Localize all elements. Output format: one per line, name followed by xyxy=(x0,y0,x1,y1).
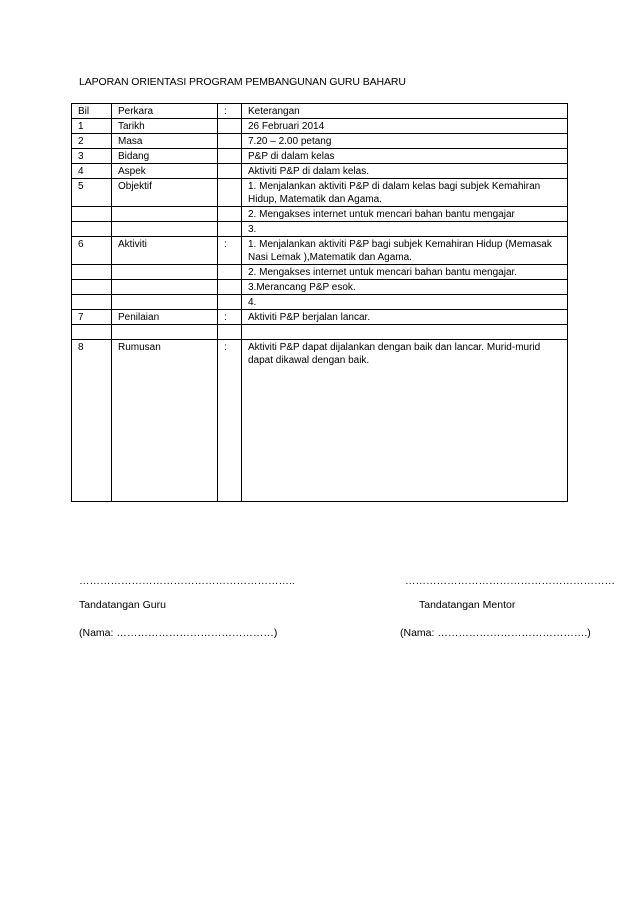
mentor-name-field: (Nama: …………………………………….) xyxy=(400,627,591,639)
cell-colon xyxy=(218,179,242,207)
table-row xyxy=(72,164,568,179)
cell-colon xyxy=(218,295,242,310)
table-row xyxy=(72,119,568,134)
cell-bil: 3 xyxy=(72,149,112,164)
cell-keterangan: 3. xyxy=(242,222,568,237)
cell-keterangan: P&P di dalam kelas xyxy=(242,149,568,164)
cell-keterangan: 2. Mengakses internet untuk mencari bahan bantu mengajar. xyxy=(242,265,568,280)
header-colon: : xyxy=(218,104,242,119)
document-title: LAPORAN ORIENTASI PROGRAM PEMBANGUNAN GURU BAHARU xyxy=(79,76,406,88)
cell-bil: 7 xyxy=(72,310,112,325)
cell-perkara xyxy=(112,280,218,295)
cell-colon: : xyxy=(218,237,242,265)
cell-bil: 5 xyxy=(72,179,112,207)
cell-keterangan: Aktiviti P&P berjalan lancar. xyxy=(242,310,568,325)
cell-perkara: Penilaian xyxy=(112,310,218,325)
cell-bil: 4 xyxy=(72,164,112,179)
cell-colon xyxy=(218,149,242,164)
table-row xyxy=(72,295,568,310)
table-row xyxy=(72,310,568,325)
cell-colon xyxy=(218,134,242,149)
cell-keterangan: 4. xyxy=(242,295,568,310)
cell-keterangan xyxy=(242,325,568,340)
cell-colon xyxy=(218,222,242,237)
table-row xyxy=(72,237,568,265)
mentor-signature-line: …………………………………………………… xyxy=(405,575,615,587)
cell-bil xyxy=(72,207,112,222)
header-perkara: Perkara xyxy=(112,104,218,119)
header-keterangan: Keterangan xyxy=(242,104,568,119)
report-table xyxy=(71,103,568,502)
cell-keterangan: 3.Merancang P&P esok. xyxy=(242,280,568,295)
cell-bil xyxy=(72,295,112,310)
table-row xyxy=(72,134,568,149)
cell-perkara: Aspek xyxy=(112,164,218,179)
table-row xyxy=(72,179,568,207)
cell-colon: : xyxy=(218,310,242,325)
cell-bil: 1 xyxy=(72,119,112,134)
table-header-row xyxy=(72,104,568,119)
cell-keterangan: Aktiviti P&P di dalam kelas. xyxy=(242,164,568,179)
cell-keterangan: 1. Menjalankan aktiviti P&P di dalam kelas bagi subjek Kemahiran Hidup, Matematik dan Agama. xyxy=(242,179,568,207)
table-row xyxy=(72,340,568,502)
cell-perkara xyxy=(112,265,218,280)
table-row xyxy=(72,280,568,295)
cell-colon xyxy=(218,119,242,134)
cell-bil xyxy=(72,265,112,280)
header-bil: Bil xyxy=(72,104,112,119)
table-row xyxy=(72,265,568,280)
teacher-signature-label: Tandatangan Guru xyxy=(79,599,166,611)
cell-keterangan: 1. Menjalankan aktiviti P&P bagi subjek Kemahiran Hidup (Memasak Nasi Lemak ),Matematik dan Agama. xyxy=(242,237,568,265)
table-row xyxy=(72,207,568,222)
cell-perkara xyxy=(112,295,218,310)
cell-colon xyxy=(218,280,242,295)
cell-perkara xyxy=(112,325,218,340)
table-row xyxy=(72,149,568,164)
cell-perkara xyxy=(112,222,218,237)
cell-bil: 6 xyxy=(72,237,112,265)
cell-perkara: Objektif xyxy=(112,179,218,207)
cell-keterangan: 7.20 – 2.00 petang xyxy=(242,134,568,149)
cell-bil xyxy=(72,222,112,237)
teacher-signature-line: …………………………………………………….. xyxy=(79,575,295,587)
mentor-signature-label: Tandatangan Mentor xyxy=(419,599,516,611)
cell-colon xyxy=(218,207,242,222)
cell-keterangan: 26 Februari 2014 xyxy=(242,119,568,134)
cell-bil xyxy=(72,280,112,295)
cell-perkara xyxy=(112,207,218,222)
cell-perkara: Aktiviti xyxy=(112,237,218,265)
cell-colon xyxy=(218,164,242,179)
cell-keterangan: Aktiviti P&P dapat dijalankan dengan baik dan lancar. Murid-murid dapat dikawal dengan baik. xyxy=(242,340,568,502)
table-row xyxy=(72,325,568,340)
cell-colon xyxy=(218,325,242,340)
table-row xyxy=(72,222,568,237)
cell-bil: 2 xyxy=(72,134,112,149)
cell-colon: : xyxy=(218,340,242,502)
cell-perkara: Rumusan xyxy=(112,340,218,502)
cell-perkara: Bidang xyxy=(112,149,218,164)
cell-colon xyxy=(218,265,242,280)
cell-bil: 8 xyxy=(72,340,112,502)
cell-perkara: Masa xyxy=(112,134,218,149)
cell-keterangan: 2. Mengakses internet untuk mencari bahan bantu mengajar xyxy=(242,207,568,222)
teacher-name-field: (Nama: ………………………………………) xyxy=(79,627,278,639)
cell-bil xyxy=(72,325,112,340)
cell-perkara: Tarikh xyxy=(112,119,218,134)
